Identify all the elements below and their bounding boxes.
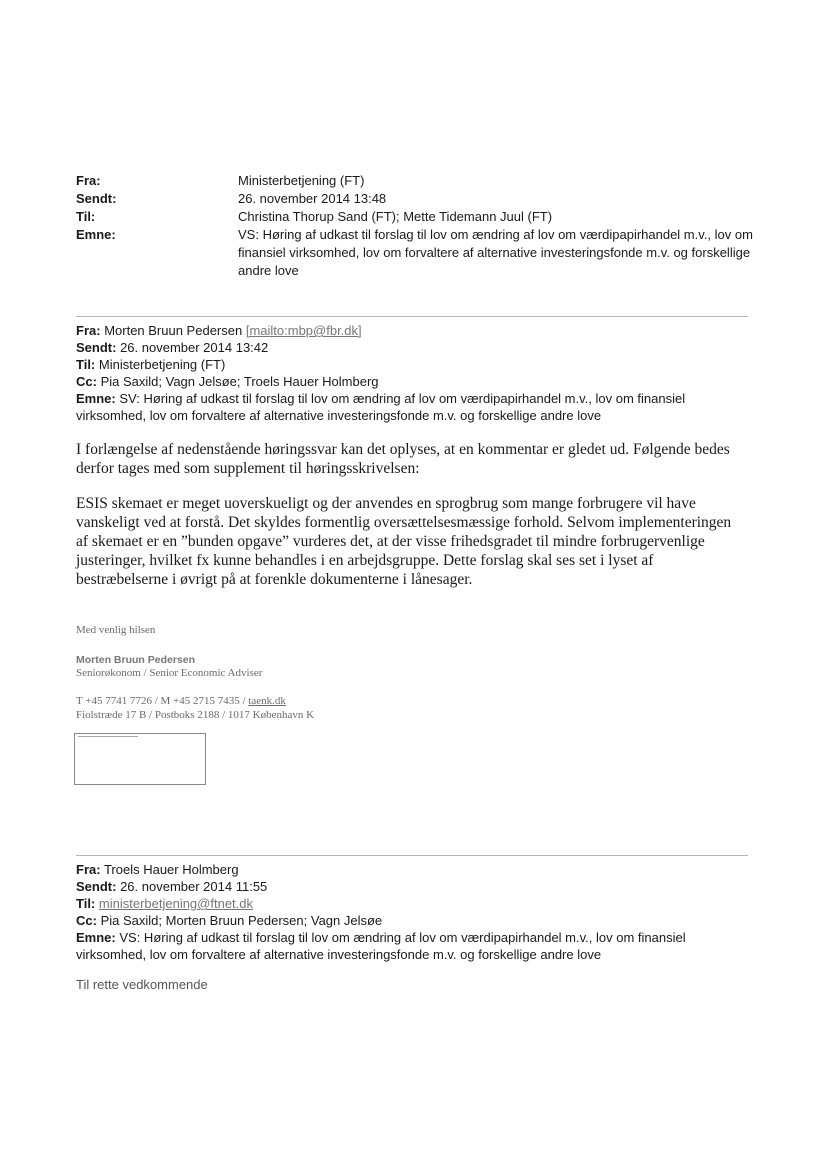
header-to-label: Til: bbox=[76, 209, 96, 224]
header-sent-row bbox=[76, 190, 766, 208]
signature-greeting: Med venlig hilsen bbox=[76, 624, 156, 636]
divider bbox=[76, 316, 748, 317]
message1-paragraph-1: I forlængelse af nedenstående høringssvar kan det oplyses, at en kommentar er gledet ud. Følgende bedes derfor tages med som supplement til høringsskrivelsen: bbox=[76, 441, 730, 477]
message2-from-label: Fra: bbox=[76, 862, 101, 877]
message2-sent-line bbox=[76, 878, 756, 895]
message1-subject-line bbox=[76, 390, 756, 424]
message2-header bbox=[76, 861, 756, 963]
message1-to: Ministerbetjening (FT) bbox=[98, 357, 226, 372]
message1-subject-label: Emne: bbox=[76, 391, 116, 406]
header-subject-row bbox=[76, 226, 766, 280]
message1-paragraph-2: ESIS skemaet er meget uoverskueligt og der anvendes en sprogbrug som mange forbrugere vil have vanskeligt ved at forstå. Det skyldes formentlig oversættelsesmæssige forhold. Selvom implementeringen af skemaet er en ”bunden opgave” vurderes det, at der visse frihedsgradet til mindre forbrugervenlige justeringer, hvilket fx kunne behandles i en arbejdsgruppe. Dette forslag skal ses set i lyset af bestræbelserne i øvrigt på at forenkle dokumenterne i lånesager. bbox=[76, 495, 732, 588]
message1-mailto-link[interactable]: [mailto:mbp@fbr.dk] bbox=[245, 323, 362, 338]
signature-address: Fiolstræde 17 B / Postboks 2188 / 1017 København K bbox=[76, 709, 315, 721]
message2-subject-line bbox=[76, 929, 756, 963]
message1-from-line bbox=[76, 322, 756, 339]
message1-sent-line bbox=[76, 339, 756, 356]
message1-header bbox=[76, 322, 756, 424]
header-to-row bbox=[76, 208, 766, 226]
signature-website-link[interactable]: taenk.dk bbox=[248, 695, 286, 707]
header-from-value: Ministerbetjening (FT) bbox=[238, 173, 365, 188]
message1-to-line bbox=[76, 356, 756, 373]
message1-from-label: Fra: bbox=[76, 323, 101, 338]
email-header bbox=[76, 172, 766, 280]
header-from-label: Fra: bbox=[76, 173, 101, 188]
message2-subject: VS: Høring af udkast til forslag til lov om ændring af lov om værdipapirhandel m.v., lov om finansiel virksomhed, lov om forvaltere af alternative investeringsfonde m.v. og forskellige andre love bbox=[76, 930, 686, 962]
message2-sent: 26. november 2014 11:55 bbox=[120, 879, 268, 894]
message2-from-line bbox=[76, 861, 756, 878]
signature-phone: T +45 7741 7726 / M +45 2715 7435 / bbox=[76, 695, 249, 707]
message1-from: Morten Bruun Pedersen bbox=[104, 323, 243, 338]
message1-sent-label: Sendt: bbox=[76, 340, 117, 355]
signature-logo-image bbox=[74, 733, 206, 785]
message2-sent-label: Sendt: bbox=[76, 879, 117, 894]
message2-to-line bbox=[76, 895, 756, 912]
message1-cc-line bbox=[76, 373, 756, 390]
message1-sent: 26. november 2014 13:42 bbox=[120, 340, 269, 355]
header-sent-label: Sendt: bbox=[76, 191, 117, 206]
message2-to-link[interactable]: ministerbetjening@ftnet.dk bbox=[98, 896, 253, 911]
header-sent-value: 26. november 2014 13:48 bbox=[238, 191, 387, 206]
signature-title: Seniorøkonom / Senior Economic Adviser bbox=[76, 667, 263, 679]
message2-subject-label: Emne: bbox=[76, 930, 116, 945]
message2-cc-label: Cc: bbox=[76, 913, 97, 928]
message1-to-label: Til: bbox=[76, 357, 96, 372]
message1-cc-label: Cc: bbox=[76, 374, 97, 389]
header-subject-value: VS: Høring af udkast til forslag til lov om ændring af lov om værdipapirhandel m.v., lov om finansiel virksomhed, lov om forvaltere af alternative investeringsfonde m.v. og forskellige andre love bbox=[238, 227, 753, 278]
message1-subject: SV: Høring af udkast til forslag til lov om ændring af lov om værdipapirhandel m.v., lov om finansiel virksomhed, lov om forvaltere af alternative investeringsfonde m.v. og forskellige andre love bbox=[76, 391, 686, 423]
header-subject-label: Emne: bbox=[76, 227, 116, 242]
logo-placeholder-line bbox=[78, 736, 138, 740]
message2-from: Troels Hauer Holmberg bbox=[103, 862, 239, 877]
message2-cc: Pia Saxild; Morten Bruun Pedersen; Vagn Jelsøe bbox=[100, 913, 383, 928]
divider bbox=[76, 855, 748, 856]
header-from-row bbox=[76, 172, 766, 190]
header-to-value: Christina Thorup Sand (FT); Mette Tidemann Juul (FT) bbox=[238, 209, 553, 224]
signature-name: Morten Bruun Pedersen bbox=[76, 654, 196, 666]
signature-phone-line bbox=[76, 694, 286, 708]
message1-cc: Pia Saxild; Vagn Jelsøe; Troels Hauer Holmberg bbox=[100, 374, 379, 389]
message2-cc-line bbox=[76, 912, 756, 929]
message2-to-label: Til: bbox=[76, 896, 96, 911]
message2-closing: Til rette vedkommende bbox=[76, 977, 208, 992]
